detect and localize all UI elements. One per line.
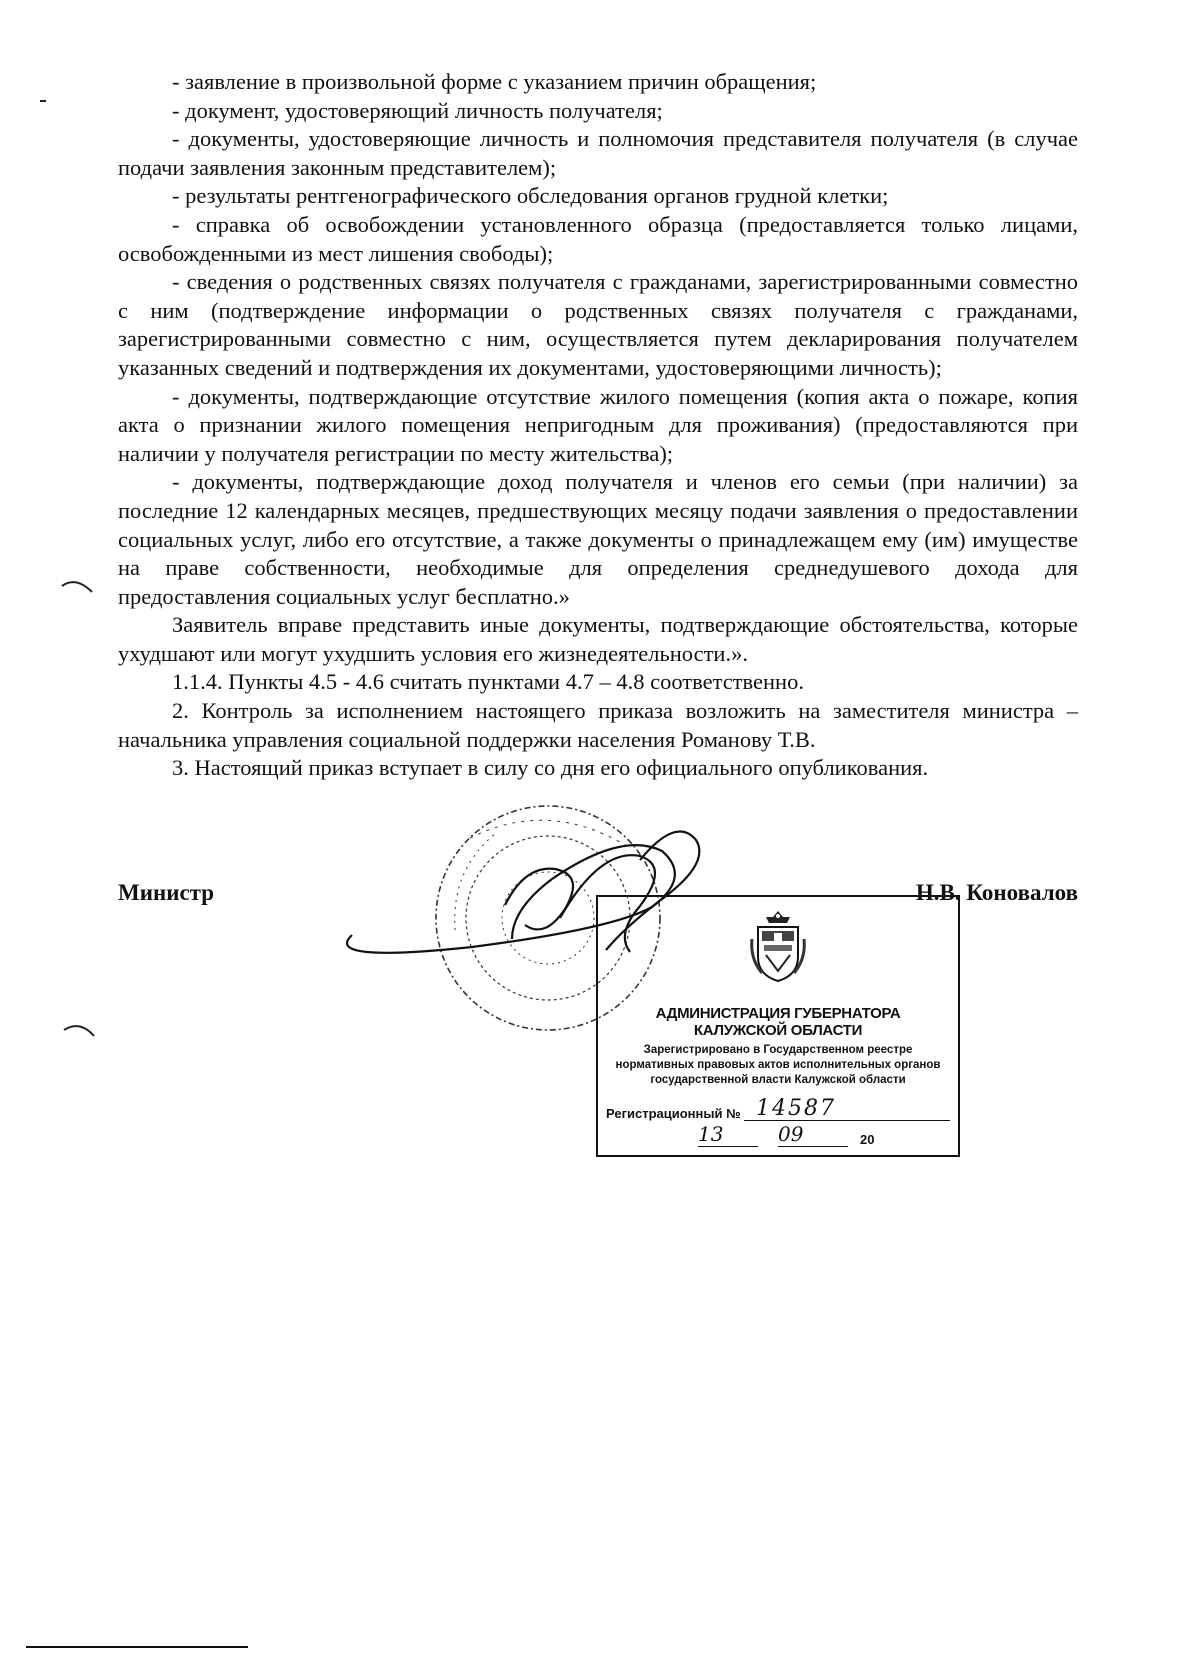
paragraph: - документ, удостоверяющий личность получателя; [172, 97, 663, 123]
paragraph: - справка об освобождении установленного образца (предоставляется только лицами, освобожденными из мест лишения свободы); [118, 211, 1078, 266]
paragraph: - результаты рентгенографического обследования органов грудной клетки; [172, 183, 889, 209]
paragraph: 3. Настоящий приказ вступает в силу со дня его официального опубликования. [172, 755, 929, 781]
footnote-rule [26, 1646, 248, 1648]
paragraph: - документы, удостоверяющие личность и полномочия представителя получателя (в случае подачи заявления законным представителем); [118, 126, 1078, 180]
paragraph: 2. Контроль за исполнением настоящего приказа возложить на заместителя министра – начальника управления социальной поддержки населения Романову Т.В. [118, 698, 1078, 752]
paragraph: - документы, подтверждающие доход получателя и членов его семьи (при наличии) за последние 12 календарных месяцев, предшествующих месяцу подачи заявления о предоставлении социальных услуг, либо его отсутствие, а также документы о принадлежащем ему (им) имуществе на праве собственности, необходимые для определения среднедушевого дохода для предоставления социальных услуг бесплатно.» [118, 469, 1078, 609]
stray-margin-marks [40, 101, 94, 1036]
handwritten-signature [347, 832, 699, 953]
paragraph: Заявитель вправе представить иные документы, подтверждающие обстоятельства, которые ухудшают или могут ухудшить условия его жизнедеятельности.». [118, 612, 1078, 666]
paragraph: - сведения о родственных связях получателя с гражданами, зарегистрированными совместно с ним (подтверждение информации о родственных связях получателя с гражданами, зарегистрированными совместно с ним, осуществляется путем декларирования получателем указанных сведений и подтверждения их документами, удостоверяющими личность); [118, 269, 1078, 380]
registration-date-year: 20 [860, 1132, 875, 1147]
paragraph: 1.1.4. Пункты 4.5 - 4.6 считать пунктами 4.7 – 4.8 соответственно. [172, 669, 804, 695]
signer-title: Министр [118, 880, 215, 905]
registration-date-month: 09 [778, 1122, 848, 1147]
signer-name: Н.В. Коновалов [915, 880, 1078, 905]
registration-date-day: 13 [698, 1122, 758, 1147]
paragraph: - заявление в произвольной форме с указанием причин обращения; [172, 69, 817, 94]
registration-authority: АДМИНИСТРАЦИЯ ГУБЕРНАТОРА КАЛУЖСКОЙ ОБЛАСТИ [655, 1005, 901, 1039]
registration-number-label: Регистрационный № [606, 1106, 741, 1121]
registration-note: Зарегистрировано в Государственном реестре нормативных правовых актов исполнительных органов государственной власти Калужской области [615, 1044, 941, 1086]
paragraph: - документы, подтверждающие отсутствие жилого помещения (копия акта о пожаре, копия акта о признании жилого помещения непригодным для проживания) (предоставляются при наличии у получателя регистрации по месту жительства); [118, 383, 1078, 466]
registration-number-value: 14587 [756, 1096, 836, 1121]
